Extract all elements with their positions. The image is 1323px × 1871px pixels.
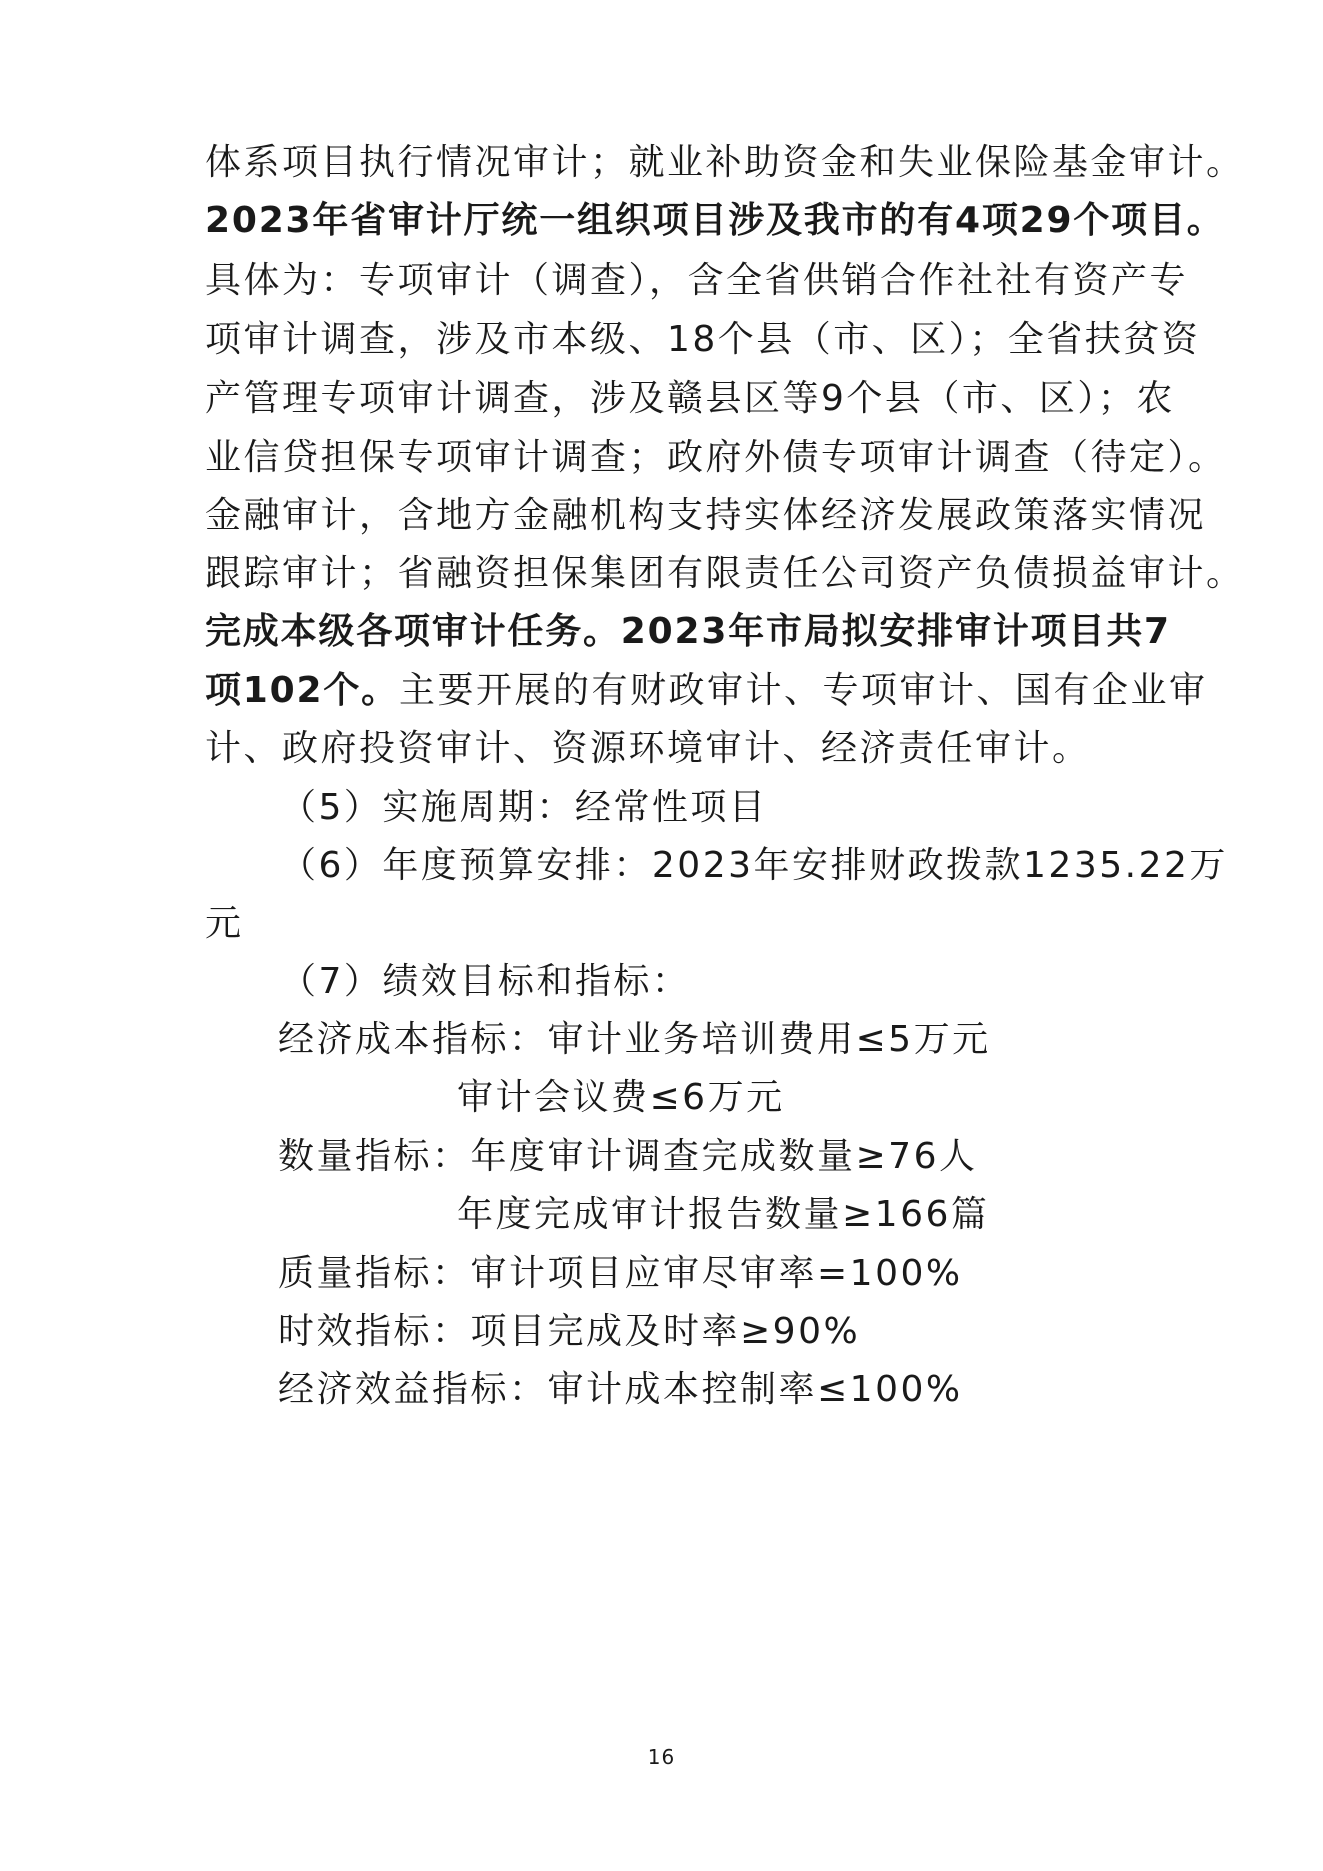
body-text-line-mixed: [205, 670, 1208, 711]
body-text-line: 元: [205, 903, 244, 944]
body-text-line: 体系项目执行情况审计；就业补助资金和失业保险基金审计。: [205, 142, 1245, 183]
section-heading-6: （6）年度预算安排：2023年安排财政拨款1235.22万: [280, 845, 1228, 886]
section-heading-7: （7）绩效目标和指标：: [280, 961, 691, 1002]
body-text-line: 项审计调查，涉及市本级、18个县（市、区）；全省扶贫资: [205, 319, 1201, 360]
body-text-line-bold: 2023年省审计厅统一组织项目涉及我市的有4项29个项目。: [205, 200, 1225, 241]
body-text-line-bold: 完成本级各项审计任务。2023年市局拟安排审计项目共7: [205, 611, 1171, 652]
body-text-line: 金融审计，含地方金融机构支持实体经济发展政策落实情况: [205, 495, 1207, 536]
indicator-timeliness: 时效指标：项目完成及时率≥90%: [278, 1311, 861, 1352]
body-text-line: 业信贷担保专项审计调查；政府外债专项审计调查（待定）。: [205, 437, 1227, 478]
normal-text-segment: 主要开展的有财政审计、专项审计、国有企业审: [398, 670, 1208, 711]
body-text-line: 跟踪审计；省融资担保集团有限责任公司资产负债损益审计。: [205, 553, 1245, 594]
indicator-quantity-sub: 年度完成审计报告数量≥166篇: [457, 1194, 990, 1235]
indicator-quantity: 数量指标：年度审计调查完成数量≥76人: [278, 1136, 978, 1177]
body-text-line: 计、政府投资审计、资源环境审计、经济责任审计。: [205, 728, 1091, 769]
body-text-line: 产管理专项审计调查，涉及赣县区等9个县（市、区）；农: [205, 378, 1175, 419]
indicator-economic-benefit: 经济效益指标：审计成本控制率≤100%: [278, 1369, 963, 1410]
body-text-line: 具体为：专项审计（调查），含全省供销合作社社有资产专: [205, 260, 1189, 301]
indicator-economic-cost: 经济成本指标：审计业务培训费用≤5万元: [278, 1019, 991, 1060]
section-heading-5: （5）实施周期：经常性项目: [280, 787, 768, 828]
bold-text-segment: 项102个。: [205, 670, 399, 711]
indicator-economic-cost-sub: 审计会议费≤6万元: [457, 1077, 785, 1118]
indicator-quality: 质量指标：审计项目应审尽审率=100%: [278, 1253, 963, 1294]
page-number: 16: [647, 1745, 676, 1769]
